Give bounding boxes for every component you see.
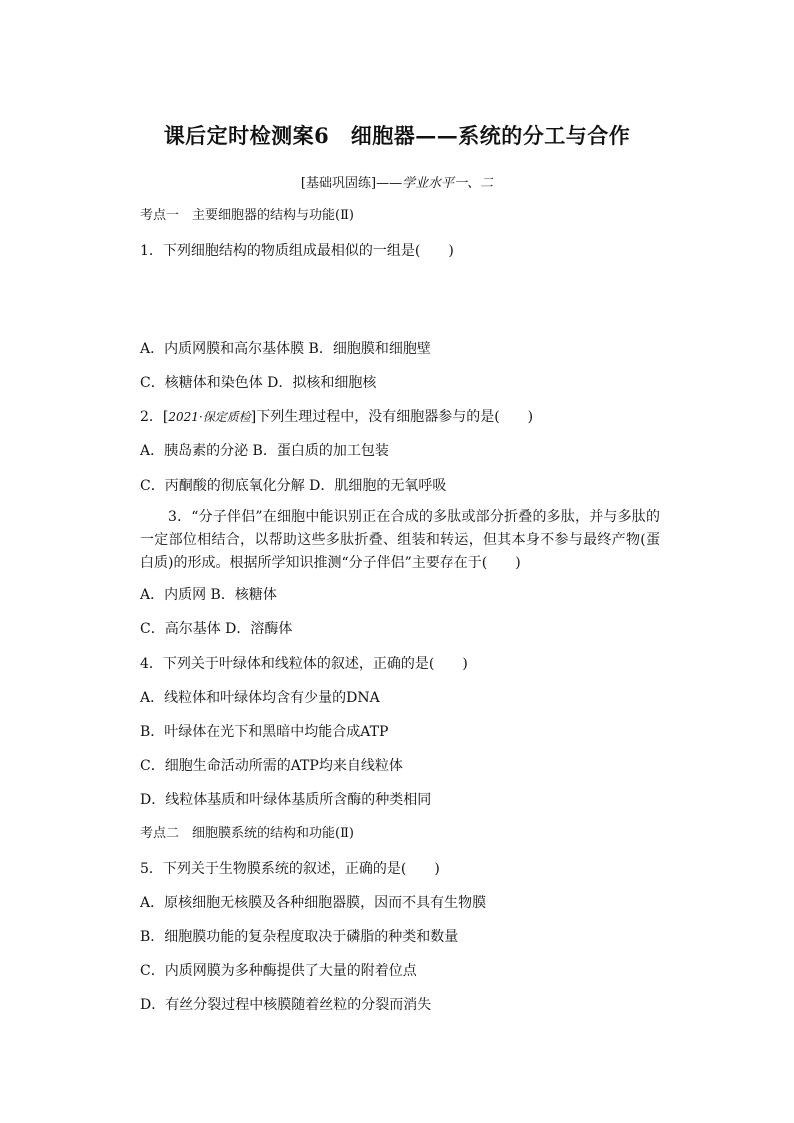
question-5-option-b: B．细胞膜功能的复杂程度取决于磷脂的种类和数量 bbox=[140, 929, 459, 945]
question-2-text: ]下列生理过程中，没有细胞器参与的是( ) bbox=[250, 409, 534, 425]
question-5-option-a: A．原核细胞无核膜及各种细胞器膜，因而不具有生物膜 bbox=[140, 895, 487, 911]
question-4-option-a: A．线粒体和叶绿体均含有少量的DNA bbox=[140, 690, 380, 706]
question-3-options-ab: A．内质网 B．核糖体 bbox=[140, 587, 277, 603]
subtitle-suffix: ——学业水平一、二 bbox=[376, 176, 494, 191]
question-3-options-cd: C．高尔基体 D．溶酶体 bbox=[140, 621, 293, 637]
question-3-stem: 3．“分子伴侣”在细胞中能识别正在合成的多肽或部分折叠的多肽，并与多肽的一定部位相结合，以帮助这些多肽折叠、组装和转运，但其本身不参与最终产物(蛋白质)的形成。根据所学知识推测“分子伴侣”主要存在于( ) bbox=[140, 509, 660, 571]
question-4-option-d: D．线粒体基质和叶绿体基质所含酶的种类相同 bbox=[140, 792, 432, 808]
question-2-options-ab: A．胰岛素的分泌 B．蛋白质的加工包装 bbox=[140, 443, 389, 459]
question-4-option-c: C．细胞生命活动所需的ATP均来自线粒体 bbox=[140, 758, 403, 774]
question-2-prefix: 2．[ bbox=[140, 409, 169, 425]
section-heading-2: 考点二 细胞膜系统的结构和功能(Ⅱ) bbox=[140, 826, 354, 841]
question-2-options-cd: C．丙酮酸的彻底氧化分解 D．肌细胞的无氧呼吸 bbox=[140, 478, 447, 494]
question-1-stem: 1．下列细胞结构的物质组成最相似的一组是( ) bbox=[140, 243, 454, 259]
question-2-source-tag: 2021·保定质检 bbox=[168, 410, 251, 424]
question-1-options-cd: C．核糖体和染色体 D．拟核和细胞核 bbox=[140, 375, 377, 391]
section-heading-1: 考点一 主要细胞器的结构与功能(Ⅱ) bbox=[140, 208, 354, 223]
page-subtitle bbox=[0, 172, 794, 191]
question-1-options-ab: A．内质网膜和高尔基体膜 B．细胞膜和细胞壁 bbox=[140, 341, 431, 357]
question-5-option-c: C．内质网膜为多种酶提供了大量的附着位点 bbox=[140, 963, 417, 979]
subtitle-bracket: [基础巩固练] bbox=[300, 176, 377, 191]
question-4-stem: 4．下列关于叶绿体和线粒体的叙述，正确的是( ) bbox=[140, 656, 468, 672]
question-2-stem bbox=[140, 408, 533, 426]
page-title: 课后定时检测案6 细胞器——系统的分工与合作 bbox=[163, 123, 631, 148]
question-5-stem: 5．下列关于生物膜系统的叙述，正确的是( ) bbox=[140, 861, 440, 877]
question-5-option-d: D．有丝分裂过程中核膜随着丝粒的分裂而消失 bbox=[140, 997, 432, 1013]
question-4-option-b: B．叶绿体在光下和黑暗中均能合成ATP bbox=[140, 724, 389, 740]
